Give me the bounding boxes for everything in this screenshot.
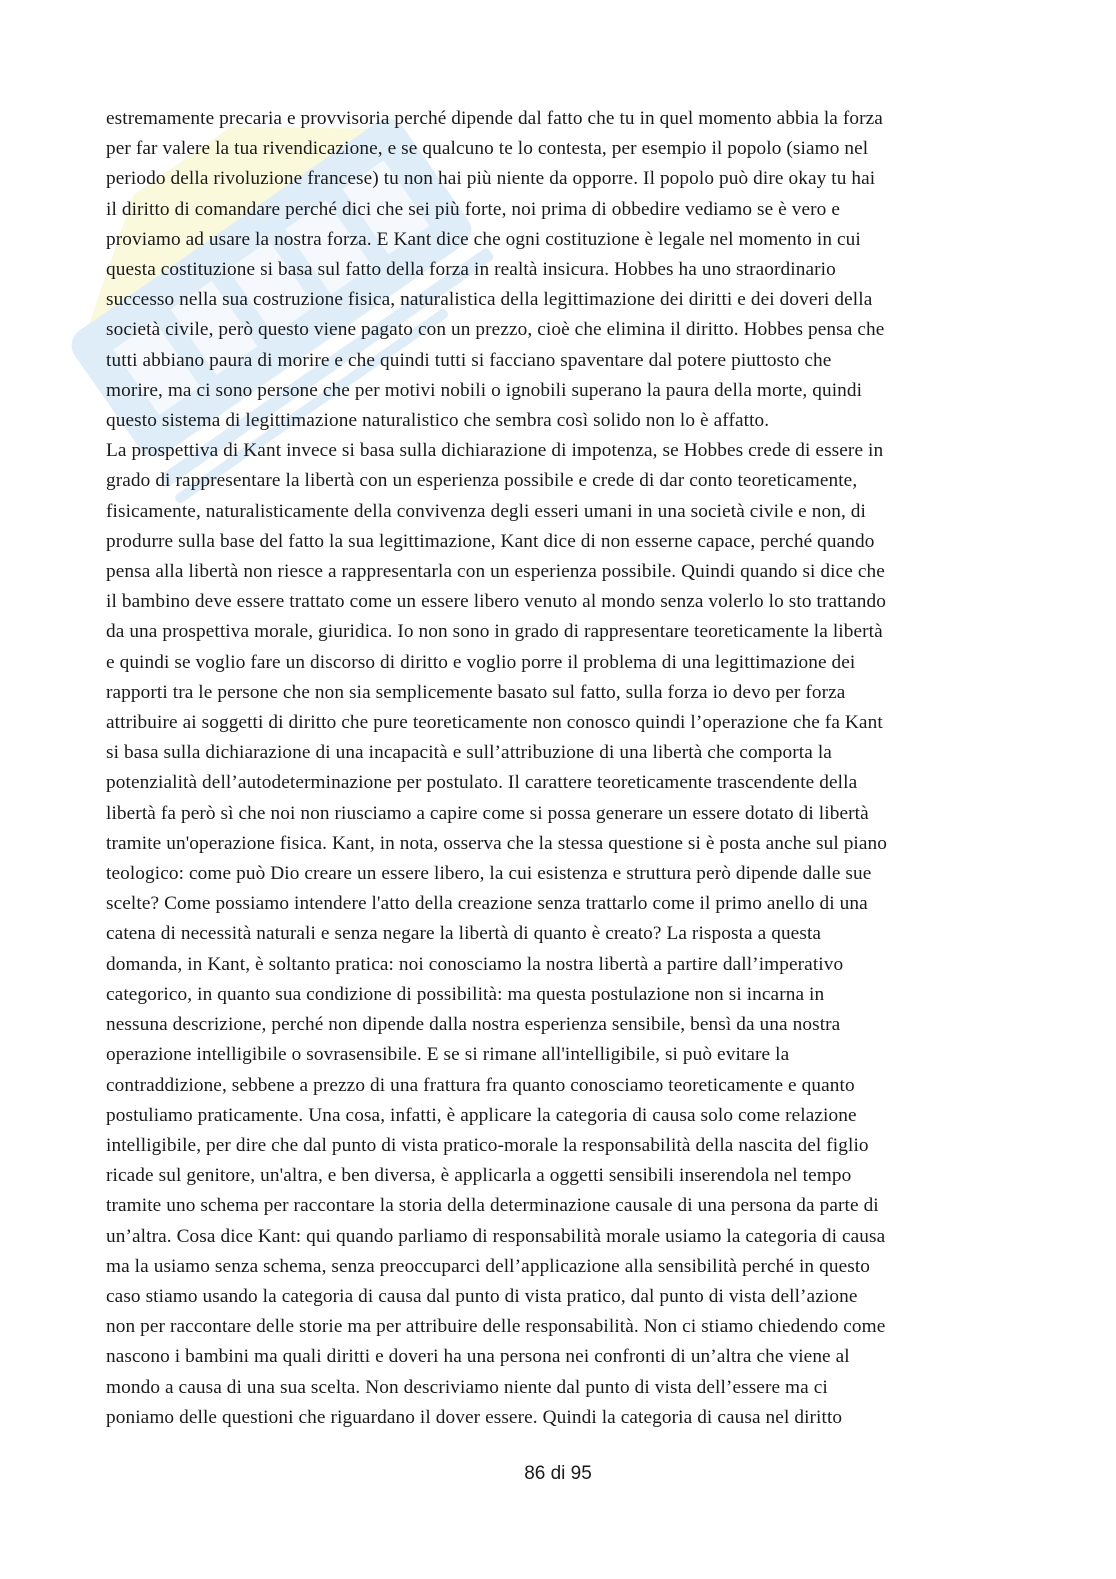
text-line: mondo a causa di una sua scelta. Non descriviamo niente dal punto di vista dell’essere ma ci	[106, 1376, 828, 1398]
text-line: scelte? Come possiamo intendere l'atto della creazione senza trattarlo come il primo anello di una	[106, 893, 868, 915]
text-line: nascono i bambini ma quali diritti e doveri ha una persona nei confronti di un’altra che viene al	[106, 1346, 850, 1368]
text-line: intelligibile, per dire che dal punto di vista pratico-morale la responsabilità della nascita del figlio	[106, 1134, 869, 1156]
text-line: domanda, in Kant, è soltanto pratica: noi conosciamo la nostra libertà a partire dall’imperativo	[106, 953, 844, 975]
text-line: postuliamo praticamente. Una cosa, infatti, è applicare la categoria di causa solo come relazione	[106, 1104, 857, 1126]
text-line: fisicamente, naturalisticamente della convivenza degli esseri umani in una società civile e non, di	[106, 500, 866, 522]
text-line: potenzialità dell’autodeterminazione per postulato. Il carattere teoreticamente trascendente della	[106, 772, 858, 794]
document-body	[106, 104, 1006, 1433]
text-line: nessuna descrizione, perché non dipende dalla nostra esperienza sensibile, bensì da una nostra	[106, 1014, 841, 1036]
text-line: estremamente precaria e provvisoria perché dipende dal fatto che tu in quel momento abbia la forza	[106, 108, 883, 129]
text-line: libertà fa però sì che noi non riusciamo a capire come si possa generare un essere dotato di libertà	[106, 802, 869, 824]
text-line: grado di rappresentare la libertà con un esperienza possibile e crede di dar conto teoreticamente,	[106, 470, 858, 492]
text-line: pensa alla libertà non riesce a rappresentarla con un esperienza possibile. Quindi quando si dice che	[106, 561, 885, 583]
page-number: 86 di 95	[524, 1463, 592, 1484]
text-line: categorico, in quanto sua condizione di possibilità: ma questa postulazione non si incarna in	[106, 983, 825, 1005]
text-line: La prospettiva di Kant invece si basa sulla dichiarazione di impotenza, se Hobbes crede di essere in	[106, 440, 884, 462]
text-line: questa costituzione si basa sul fatto della forza in realtà insicura. Hobbes ha uno straordinario	[106, 259, 836, 281]
text-line: società civile, però questo viene pagato con un prezzo, cioè che elimina il diritto. Hobbes pensa che	[106, 319, 885, 341]
text-line: catena di necessità naturali e senza negare la libertà di quanto è creato? La risposta a questa	[106, 923, 822, 945]
text-line: contraddizione, sebbene a prezzo di una frattura fra quanto conosciamo teoreticamente e quanto	[106, 1074, 855, 1096]
text-line: ma la usiamo senza schema, senza preoccuparci dell’applicazione alla sensibilità perché in questo	[106, 1255, 871, 1277]
text-line: periodo della rivoluzione francese) tu non hai più niente da opporre. Il popolo può dire okay tu hai	[106, 168, 876, 190]
text-line: tramite un'operazione fisica. Kant, in nota, osserva che la stessa questione si è posta anche sul piano	[106, 832, 888, 854]
text-line: poniamo delle questioni che riguardano il dover essere. Quindi la categoria di causa nel diritto	[106, 1406, 843, 1428]
text-line: non per raccontare delle storie ma per attribuire delle responsabilità. Non ci stiamo chiedendo come	[106, 1316, 886, 1338]
text-line: tutti abbiano paura di morire e che quindi tutti si facciano spaventare dal potere piuttosto che	[106, 349, 832, 371]
text-line: si basa sulla dichiarazione di una incapacità e sull’attribuzione di una libertà che comporta la	[106, 742, 832, 764]
text-line: attribuire ai soggetti di diritto che pure teoreticamente non conosco quindi l’operazione che fa Kant	[106, 712, 883, 734]
text-line: per far valere la tua rivendicazione, e se qualcuno te lo contesta, per esempio il popolo (siamo nel	[106, 138, 869, 160]
text-line: caso stiamo usando la categoria di causa dal punto di vista pratico, dal punto di vista dell’azione	[106, 1285, 858, 1307]
text-line: rapporti tra le persone che non sia semplicemente basato sul fatto, sulla forza io devo per forza	[106, 681, 846, 703]
text-line: morire, ma ci sono persone che per motivi nobili o ignobili superano la paura della morte, quindi	[106, 379, 863, 401]
text-line: e quindi se voglio fare un discorso di diritto e voglio porre il problema di una legittimazione dei	[106, 651, 856, 673]
text-line: da una prospettiva morale, giuridica. Io non sono in grado di rappresentare teoreticamente la libertà	[106, 621, 883, 643]
text-line: operazione intelligibile o sovrasensibile. E se si rimane all'intelligibile, si può evitare la	[106, 1044, 790, 1066]
text-line: successo nella sua costruzione fisica, naturalistica della legittimazione dei diritti e dei doveri della	[106, 289, 873, 311]
text-line: il bambino deve essere trattato come un essere libero venuto al mondo senza volerlo lo sto trattando	[106, 591, 886, 613]
text-line: ricade sul genitore, un'altra, e ben diversa, è applicarla a oggetti sensibili inserendola nel tempo	[106, 1165, 852, 1187]
text-line: un’altra. Cosa dice Kant: qui quando parliamo di responsabilità morale usiamo la categoria di causa	[106, 1225, 886, 1247]
text-line: produrre sulla base del fatto la sua legittimazione, Kant dice di non esserne capace, perché quando	[106, 530, 875, 552]
text-line: il diritto di comandare perché dici che sei più forte, noi prima di obbedire vediamo se è vero e	[106, 198, 840, 220]
text-line: questo sistema di legittimazione naturalistico che sembra così solido non lo è affatto.	[106, 410, 770, 432]
text-line: teologico: come può Dio creare un essere libero, la cui esistenza e struttura però dipende dalle sue	[106, 863, 872, 885]
text-line: proviamo ad usare la nostra forza. E Kant dice che ogni costituzione è legale nel momento in cui	[106, 228, 861, 250]
text-line: tramite uno schema per raccontare la storia della determinazione causale di una persona da parte di	[106, 1195, 879, 1217]
